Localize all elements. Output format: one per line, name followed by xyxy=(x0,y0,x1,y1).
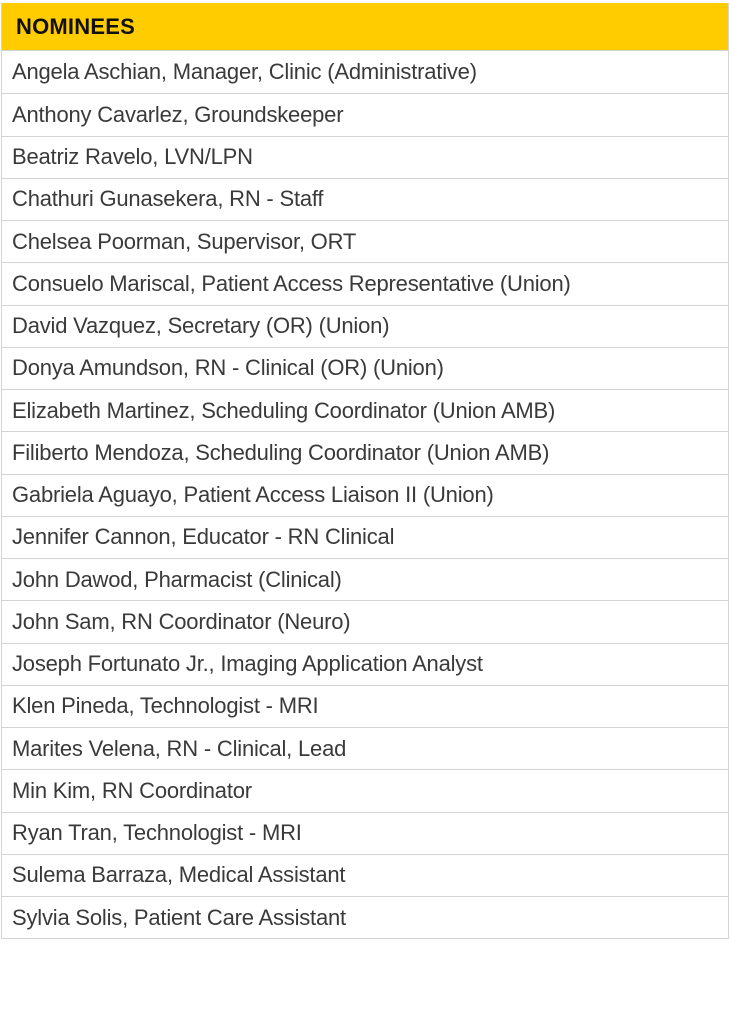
table-row xyxy=(2,600,728,642)
table-row xyxy=(2,896,728,938)
table-row xyxy=(2,220,728,262)
table-row xyxy=(2,389,728,431)
nominee-name: Joseph Fortunato Jr., Imaging Application Analyst xyxy=(12,651,483,677)
table-row xyxy=(2,136,728,178)
table-row xyxy=(2,431,728,473)
table-row xyxy=(2,474,728,516)
table-row xyxy=(2,558,728,600)
table-row xyxy=(2,347,728,389)
nominee-name: Sylvia Solis, Patient Care Assistant xyxy=(12,904,346,930)
table-row xyxy=(2,516,728,558)
nominee-name: John Dawod, Pharmacist (Clinical) xyxy=(12,566,342,592)
nominee-name: Chelsea Poorman, Supervisor, ORT xyxy=(12,228,357,254)
nominee-name: Chathuri Gunasekera, RN - Staff xyxy=(12,186,324,212)
table-row xyxy=(2,305,728,347)
nominee-list xyxy=(2,51,728,938)
nominee-name: Donya Amundson, RN - Clinical (OR) (Union) xyxy=(12,355,444,381)
nominee-name: Beatriz Ravelo, LVN/LPN xyxy=(12,144,253,170)
table-row xyxy=(2,727,728,769)
nominee-name: Consuelo Mariscal, Patient Access Representative (Union) xyxy=(12,270,571,296)
nominee-name: Gabriela Aguayo, Patient Access Liaison II (Union) xyxy=(12,482,494,508)
nominee-name: Jennifer Cannon, Educator - RN Clinical xyxy=(12,524,395,550)
nominee-name: David Vazquez, Secretary (OR) (Union) xyxy=(12,313,390,339)
table-row xyxy=(2,854,728,896)
table-header-title: NOMINEES xyxy=(16,13,135,39)
table-row xyxy=(2,769,728,811)
nominee-name: Angela Aschian, Manager, Clinic (Administrative) xyxy=(12,59,477,85)
nominee-name: Marites Velena, RN - Clinical, Lead xyxy=(12,735,347,761)
table-header xyxy=(2,3,728,51)
table-row xyxy=(2,262,728,304)
nominee-name: Ryan Tran, Technologist - MRI xyxy=(12,820,302,846)
nominee-name: Filiberto Mendoza, Scheduling Coordinator (Union AMB) xyxy=(12,439,550,465)
nominee-name: Sulema Barraza, Medical Assistant xyxy=(12,862,346,888)
nominees-table xyxy=(1,3,729,939)
nominee-name: Min Kim, RN Coordinator xyxy=(12,777,252,803)
nominee-name: Klen Pineda, Technologist - MRI xyxy=(12,693,319,719)
table-row xyxy=(2,643,728,685)
table-row xyxy=(2,93,728,135)
table-row xyxy=(2,51,728,93)
nominee-name: Anthony Cavarlez, Groundskeeper xyxy=(12,101,344,127)
table-row xyxy=(2,685,728,727)
table-row xyxy=(2,812,728,854)
nominee-name: John Sam, RN Coordinator (Neuro) xyxy=(12,608,351,634)
nominee-name: Elizabeth Martinez, Scheduling Coordinator (Union AMB) xyxy=(12,397,556,423)
table-row xyxy=(2,178,728,220)
